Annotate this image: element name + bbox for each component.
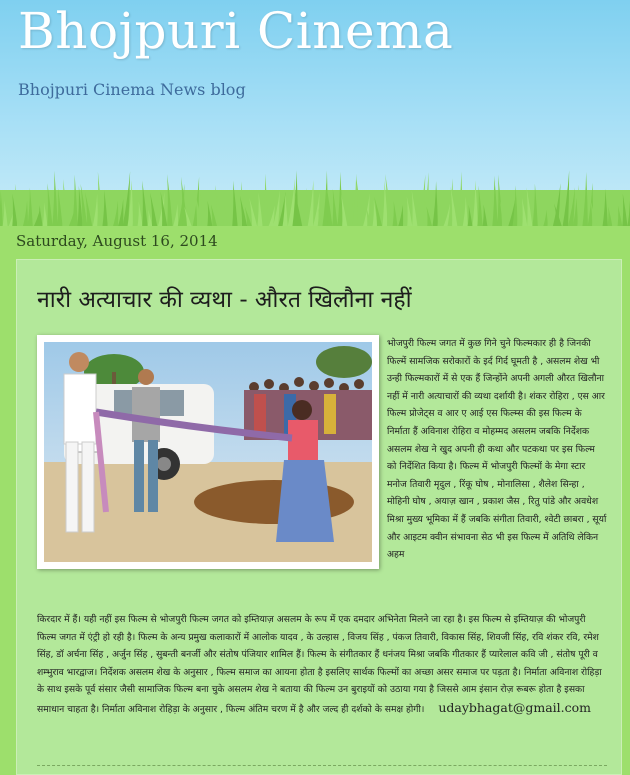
post-photo[interactable] (37, 335, 379, 569)
blog-post (16, 259, 622, 775)
post-body-text: किरदार में हैं। यही नहीं इस फिल्म से भोजपुरी फिल्म जगत को इम्तियाज़ असलम के रूप में एक दमदार अभिनेता मिलने जा रहा है। इस फिल्म से इम्तियाज़ की भोजपुरी फिल्म जगत में एंट्री हो रही है। फिल्म के अन्य प्रमुख कलाकारों में आलोक यादव , के उल्हास , विजय सिंह , पंकज तिवारी, विकास सिंह, शिवजी सिंह, रवि शंकर रवि, रमेश सिंह, डॉ अर्चना सिंह , अर्जुन सिंह , सुबन्ती बनर्जी और संतोष पंजियार शामिल हैं। फिल्म के संगीतकार हैं धनंजय मिश्रा जबकि गीतकार हैं प्यारेलाल कवि जी , संतोष पूरी व शम्भुराव भारद्वाज। निर्देशक असलम शेख के अनुसार , फिल्म समाज का आयना होता है इसलिए सार्थक फिल्मों का अच्छा असर समाज पर पड़ता है। निर्माता अविनाश रोहिड़ा के साथ इसके पूर्व संसार जैसी सामाजिक फिल्म बना चुके असलम शेख ने बताया की फिल्म उन बुराइयों को उठाया गया है जिससे आम इंसान रोज़ रूबरू होता है इसका समाधान चाहता है। निर्माता अविनाश रोहिड़ा के अनुसार , फिल्म अंतिम चरण में है और जल्द ही दर्शको के समक्ष होगी। (37, 614, 602, 715)
post-body-side: भोजपुरी फिल्म जगत में कुछ गिने चुने फिल्मकार ही है जिनकी फिल्में सामजिक सरोकारों के इर्द गिर्द घूमती है , असलम शेख भी उन्ही फिल्मकारों में से एक हैं जिन्होंने अपनी अगली औरत खिलौना नहीं में नारी अत्याचारों की व्यथा दर्शायी है। शंकर रोहिरा , एस आर फिल्म प्रोजेट्स व आर ए आई एस फिल्म्स की इस फिल्म के निर्माता हैं अविनाश रोहिरा व मोहम्मद असलम जबकि निर्देशक असलम शेख ने खुद अपनी ही कथा और पटकथा पर इस फिल्म को निर्देशित किया है। फिल्म में भोजपुरी फिल्मों के मेगा स्टार मनोज तिवारी मृदुल , रिंकू घोष , मोनालिसा , शैलेश सिन्हा , मोहिनी घोष , अयाज़ खान , प्रकाश जैस , रितु पांडे और अवधेश मिश्रा मुख्य भूमिका में हैं जबकि संगीता तिवारी, श्वेटी छाबरा , सूर्या और आइटम क्वीन संभावना सेठ भी इस फिल्म में अतिथि लेकिन अहम (387, 338, 607, 561)
post-divider (37, 765, 607, 766)
post-title[interactable]: नारी अत्याचार की व्यथा - औरत खिलौना नहीं (37, 287, 412, 313)
film-shoot-photo-icon (44, 342, 372, 562)
date-header: Saturday, August 16, 2014 (16, 232, 218, 250)
author-email[interactable]: udaybhagat@gmail.com (438, 699, 592, 715)
post-body (37, 611, 607, 719)
grass-decoration (0, 150, 630, 230)
blog-description: Bhojpuri Cinema News blog (18, 80, 246, 99)
blog-title[interactable]: Bhojpuri Cinema (18, 2, 454, 60)
